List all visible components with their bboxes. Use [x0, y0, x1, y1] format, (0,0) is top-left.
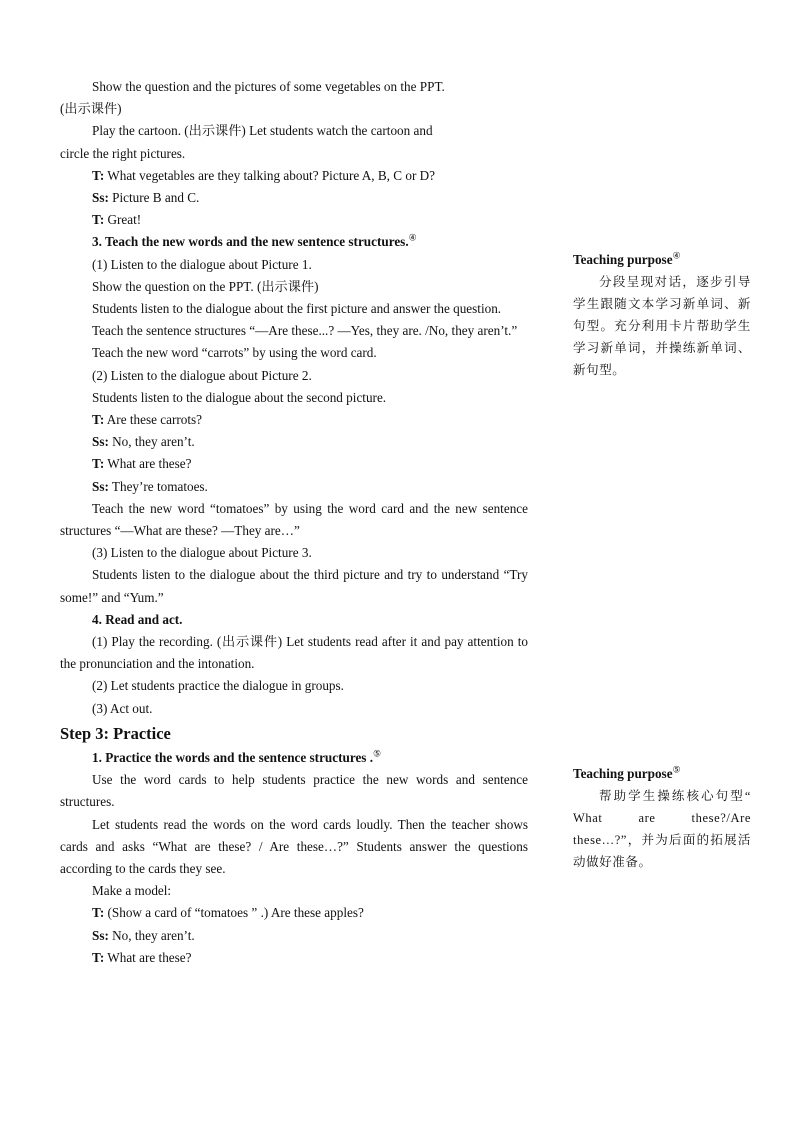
lesson-line [60, 631, 528, 675]
speaker-label: T: [92, 905, 105, 921]
step-heading [60, 721, 528, 747]
line-text: Make a model: [92, 883, 172, 899]
line-text: What are these? [104, 456, 192, 472]
teaching-purpose-note-5 [573, 763, 751, 873]
speaker-label: T: [92, 212, 105, 228]
line-text: 3. Teach the new words and the new sentence structures. [92, 234, 409, 250]
line-text: (1) Play the recording. (出示课件) Let students read after it and pay attention to the pronunciation and the intonation. [60, 634, 528, 672]
line-text: (1) Listen to the dialogue about Picture 1. [92, 256, 312, 272]
lesson-line [60, 342, 528, 364]
lesson-line [60, 476, 528, 498]
line-text: (出示课件) [60, 101, 122, 117]
line-text: What are these? [104, 949, 192, 965]
line-text: (2) Let students practice the dialogue in groups. [92, 678, 344, 694]
note-text: 帮助学生操练核心句型“ What are these?/Are these…?”，并为后面的拓展活动做好准备。 [573, 789, 751, 869]
line-text: (2) Listen to the dialogue about Picture 2. [92, 367, 312, 383]
lesson-line [60, 947, 528, 969]
lesson-line [60, 231, 528, 253]
speaker-label: Ss: [92, 434, 109, 450]
line-text: Use the word cards to help students practice the new words and sentence structures. [60, 772, 528, 810]
line-text: Students listen to the dialogue about the second picture. [92, 389, 387, 405]
speaker-label: T: [92, 412, 105, 428]
speaker-label: T: [92, 167, 105, 183]
line-text: 4. Read and act. [92, 611, 183, 627]
footnote-marker: ⑤ [373, 748, 382, 759]
lesson-line [60, 143, 528, 165]
lesson-line [60, 187, 528, 209]
line-text: Teach the new word “tomatoes” by using the word card and the new sentence structures “—What are these? —They are…” [60, 500, 528, 539]
lesson-body [60, 76, 528, 969]
lesson-line [60, 120, 528, 142]
lesson-line [60, 165, 528, 187]
line-text: They’re tomatoes. [108, 478, 208, 494]
note-title: Teaching purpose④ [573, 250, 681, 267]
lesson-line [60, 769, 528, 813]
lesson-line [60, 453, 528, 475]
note-title: Teaching purpose⑤ [573, 764, 681, 781]
lesson-line [60, 925, 528, 947]
lesson-line [60, 902, 528, 924]
line-text: (Show a card of “tomatoes ” .) Are these apples? [104, 905, 364, 921]
line-text: Teach the sentence structures “—Are these...? —Yes, they are. /No, they aren’t.” [92, 323, 518, 339]
line-text: Picture B and C. [108, 190, 200, 206]
line-text: Show the question and the pictures of some vegetables on the PPT. [92, 79, 445, 94]
lesson-line [60, 76, 528, 98]
lesson-line [60, 298, 528, 320]
lesson-line [60, 254, 528, 276]
lesson-line [60, 880, 528, 902]
line-text: Students listen to the dialogue about the first picture and answer the question. [92, 301, 502, 317]
line-text: (3) Act out. [92, 700, 153, 716]
lesson-line [60, 675, 528, 697]
line-text: Step 3: Practice [60, 723, 171, 743]
speaker-label: Ss: [92, 478, 109, 494]
lesson-line [60, 498, 528, 542]
line-text: No, they aren’t. [108, 434, 195, 450]
line-text: Students listen to the dialogue about the third picture and try to understand “Try some!” and “Yum.” [60, 567, 528, 605]
line-text: circle the right pictures. [60, 145, 186, 161]
line-text: Show the question on the PPT. (出示课件) [92, 278, 319, 294]
note-text: 分段呈现对话，逐步引导学生跟随文本学习新单词、新句型。充分利用卡片帮助学生学习新单词，并操练新单词、新句型。 [573, 275, 751, 377]
lesson-line [60, 320, 528, 342]
speaker-label: T: [92, 949, 105, 965]
line-text: Are these carrots? [104, 412, 202, 428]
lesson-line [60, 609, 528, 631]
lesson-line [60, 387, 528, 409]
lesson-line [60, 698, 528, 720]
lesson-line [60, 209, 528, 231]
speaker-label: Ss: [92, 927, 109, 943]
lesson-line [60, 814, 528, 881]
lesson-line [60, 365, 528, 387]
lesson-line [60, 542, 528, 564]
lesson-line [60, 431, 528, 453]
line-text: No, they aren’t. [108, 927, 195, 943]
lesson-line [60, 747, 528, 769]
line-text: Let students read the words on the word cards loudly. Then the teacher shows cards and asks “What are these? / Are these…?” Students answer the questions according to the cards they see. [60, 816, 528, 876]
speaker-label: T: [92, 456, 105, 472]
line-text: Teach the new word “carrots” by using the word card. [92, 345, 377, 361]
lesson-line [60, 98, 528, 120]
line-text: 1. Practice the words and the sentence structures . [92, 749, 374, 765]
teaching-purpose-note-4 [573, 249, 751, 381]
lesson-line [60, 276, 528, 298]
line-text: Play the cartoon. (出示课件) Let students watch the cartoon and [92, 123, 433, 139]
lesson-line [60, 564, 528, 608]
lesson-line [60, 409, 528, 431]
line-text: Great! [104, 212, 142, 228]
speaker-label: Ss: [92, 190, 109, 206]
line-text: What vegetables are they talking about? Picture A, B, C or D? [104, 167, 436, 183]
line-text: (3) Listen to the dialogue about Picture 3. [92, 545, 312, 561]
footnote-marker: ④ [408, 233, 417, 244]
